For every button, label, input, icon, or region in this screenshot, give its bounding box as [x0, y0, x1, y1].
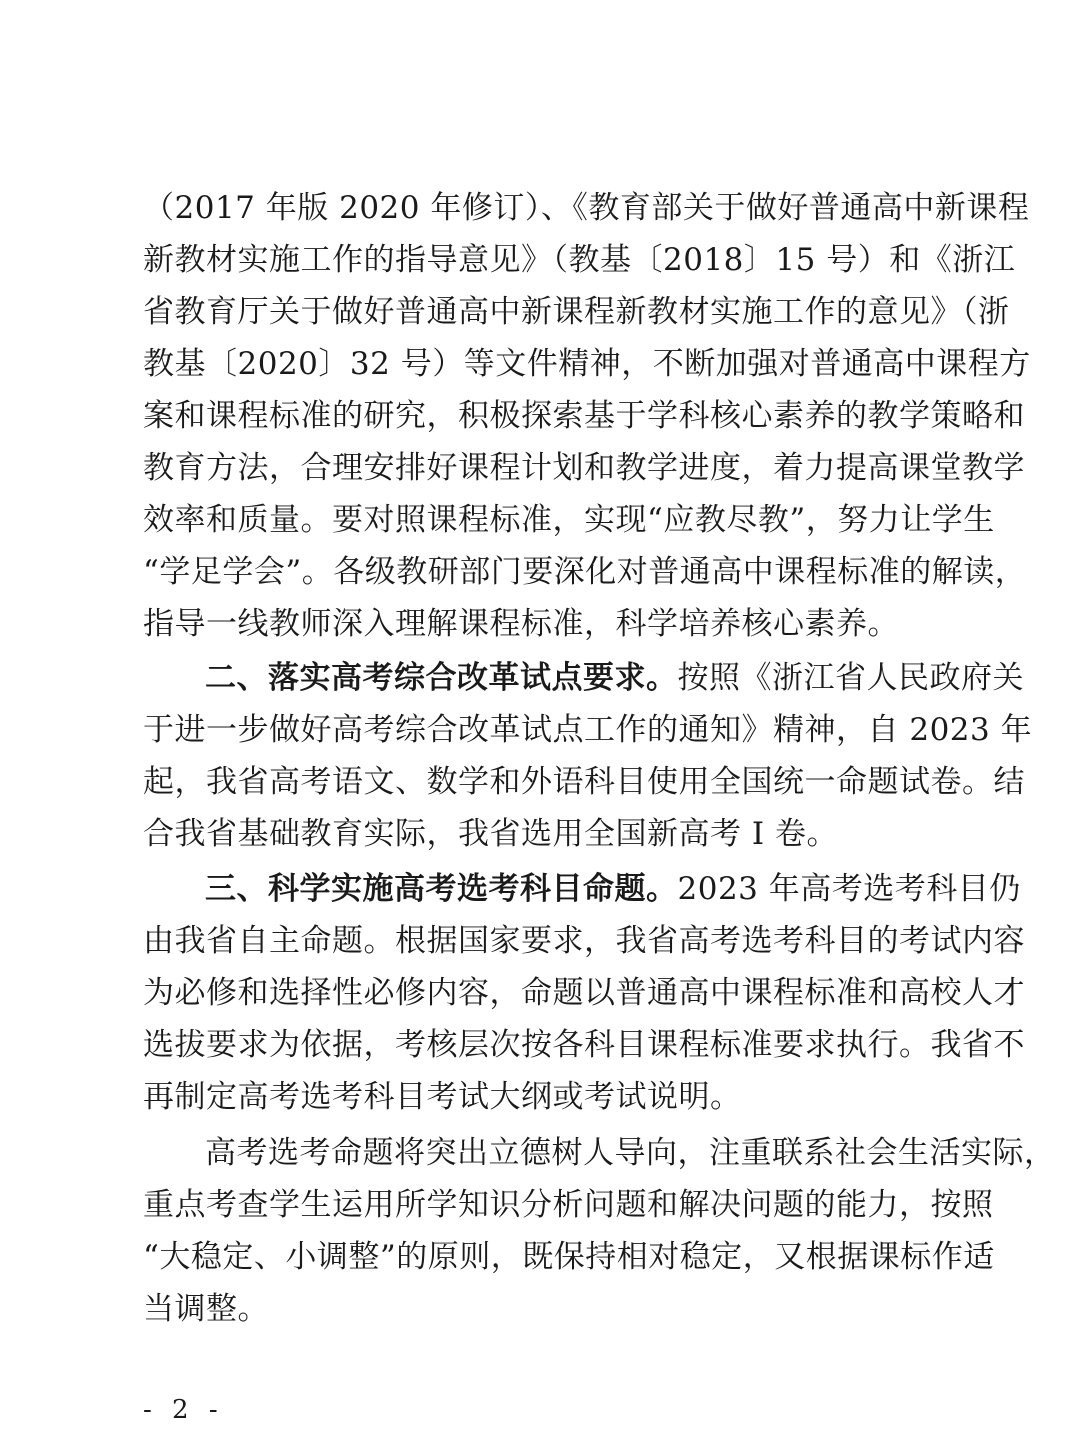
body-line: 为必修和选择性必修内容，命题以普通高中课程标准和高校人才 — [143, 975, 1025, 1011]
body-line: 指导一线教师深入理解课程标准，科学培养核心素养。 — [143, 606, 899, 642]
section-2-heading: 二、落实高考综合改革试点要求。 — [205, 660, 678, 696]
body-line: 合我省基础教育实际，我省选用全国新高考 I 卷。 — [143, 816, 838, 852]
section-3-text: 2023 年高考选考科目仍 — [677, 871, 1021, 907]
body-line: （2017 年版 2020 年修订）、《教育部关于做好普通高中新课程 — [143, 190, 1030, 226]
body-line: 于进一步做好高考综合改革试点工作的通知》精神，自 2023 年 — [143, 712, 1033, 748]
paragraph-4-first-line: 高考选考命题将突出立德树人导向，注重联系社会生活实际， — [205, 1135, 1056, 1171]
body-line: “大稳定、小调整”的原则，既保持相对稳定，又根据课标作适 — [143, 1239, 995, 1275]
body-line: 教育方法，合理安排好课程计划和教学进度，着力提高课堂教学 — [143, 450, 1025, 486]
section-2-text: 按照《浙江省人民政府关 — [677, 660, 1024, 696]
body-line: 省教育厅关于做好普通高中新课程新教材实施工作的意见》（浙 — [143, 294, 1010, 330]
body-line: 起，我省高考语文、数学和外语科目使用全国统一命题试卷。结 — [143, 764, 1025, 800]
body-line: 新教材实施工作的指导意见》（教基〔2018〕15 号）和《浙江 — [143, 242, 1016, 278]
body-line: 当调整。 — [143, 1291, 269, 1327]
body-line: 案和课程标准的研究，积极探索基于学科核心素养的教学策略和 — [143, 398, 1025, 434]
body-line: 效率和质量。要对照课程标准，实现“应教尽教”，努力让学生 — [143, 502, 995, 538]
body-line: 重点考查学生运用所学知识分析问题和解决问题的能力，按照 — [143, 1187, 994, 1223]
body-line: 由我省自主命题。根据国家要求，我省高考选考科目的考试内容 — [143, 923, 1025, 959]
body-line: “学足学会”。各级教研部门要深化对普通高中课程标准的解读， — [143, 554, 1027, 590]
page-number: - 2 - — [143, 1395, 224, 1425]
section-3-first-line — [205, 864, 1021, 914]
section-3-heading: 三、科学实施高考选考科目命题。 — [205, 871, 678, 907]
section-2-first-line — [205, 653, 1024, 703]
body-line: 教基〔2020〕32 号）等文件精神，不断加强对普通高中课程方 — [143, 346, 1031, 382]
body-line: 再制定高考选考科目考试大纲或考试说明。 — [143, 1079, 742, 1115]
body-line: 选拔要求为依据，考核层次按各科目课程标准要求执行。我省不 — [143, 1027, 1025, 1063]
